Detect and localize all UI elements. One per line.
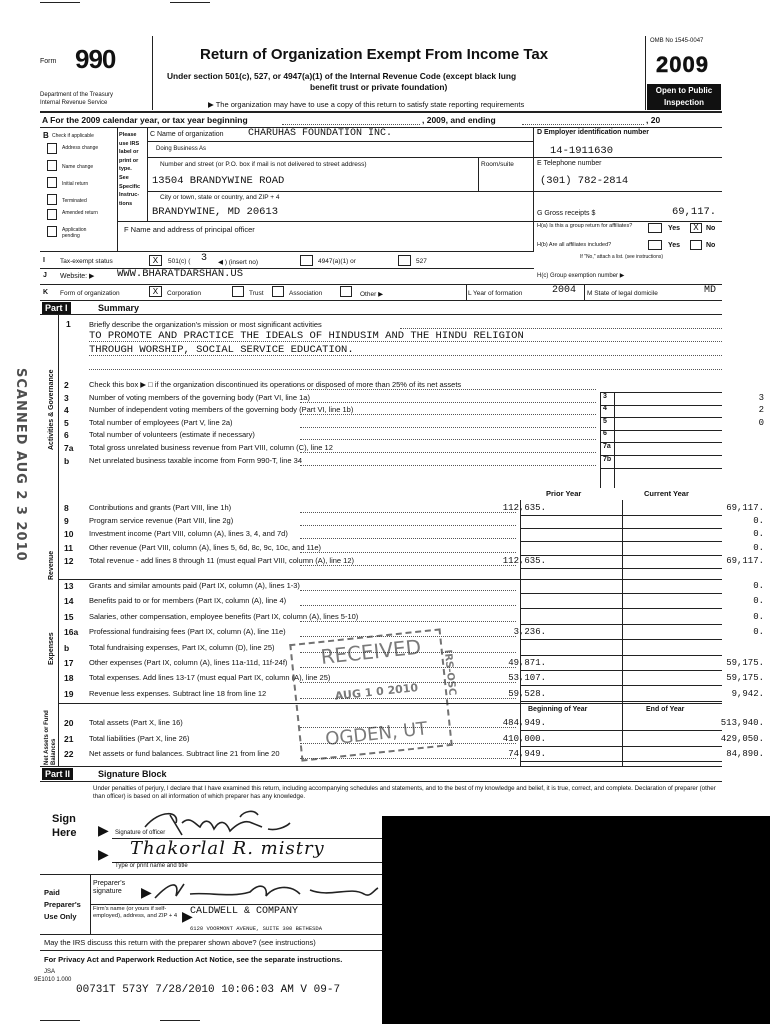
- other-checkbox[interactable]: [340, 286, 352, 297]
- footer-timestamp: 00731T 573Y 7/28/2010 10:06:03 AM V 09-7: [76, 984, 341, 996]
- row-number: 8: [64, 503, 69, 513]
- 501c-end-label: ◀ ) (insert no): [218, 259, 259, 266]
- sign-arrow-icon: ▶: [98, 822, 109, 838]
- ha-no-label: No: [706, 225, 716, 232]
- row-text: Other expenses (Part IX, column (A), lines 11a-11d, 11f-24f): [89, 658, 288, 667]
- current-value[interactable]: 0.: [753, 529, 764, 540]
- type-name-label: Type or print name and title: [115, 863, 188, 869]
- boy-header: Beginning of Year: [528, 706, 588, 713]
- name-change-checkbox[interactable]: [47, 160, 57, 171]
- street-label: Number and street (or P.O. box if mail is not delivered to street address): [160, 161, 367, 168]
- row-text: Benefits paid to or for members (Part IX, column (A), line 4): [89, 596, 287, 606]
- org-name[interactable]: CHARUHAS FOUNDATION INC.: [248, 128, 393, 139]
- redaction-block: [382, 816, 770, 1024]
- row-code: 4: [603, 405, 607, 413]
- leader-dots: [300, 402, 596, 403]
- hb-no-label: No: [706, 242, 716, 249]
- sign-text: Sign: [52, 813, 76, 825]
- ha-yes-label: Yes: [668, 225, 681, 232]
- received-date: AUG 1 0 2010: [334, 681, 419, 703]
- prior-value[interactable]: 484,949.: [502, 718, 546, 728]
- ein-value[interactable]: 14-1911630: [550, 145, 614, 157]
- leader-dots: [300, 414, 596, 415]
- row-number: 21: [64, 733, 74, 744]
- prior-value[interactable]: 410,000.: [502, 733, 546, 744]
- row-number: 5: [64, 417, 69, 428]
- row-number: b: [64, 642, 70, 653]
- year-formation-label: L Year of formation: [468, 290, 523, 297]
- please-4: type.: [119, 166, 132, 173]
- please-8: tions: [119, 200, 133, 207]
- row-rule: [520, 655, 722, 656]
- city-label: City or town, state or country, and ZIP + 4: [160, 194, 280, 201]
- current-value[interactable]: 0.: [753, 611, 764, 622]
- row-number: 20: [64, 718, 74, 728]
- row-rule: [520, 593, 722, 594]
- row-rule: [520, 685, 722, 686]
- b-item-terminated: Terminated: [62, 198, 87, 204]
- hb-note: If "No," attach a list. (see instructions): [580, 254, 664, 260]
- b-item-initial: Initial return: [62, 181, 89, 187]
- gov-code-divider: [600, 392, 601, 488]
- leader-dots: [300, 389, 596, 390]
- name-arrow-icon: ▶: [98, 846, 109, 862]
- row-number: 19: [64, 688, 74, 699]
- ha-yes-checkbox[interactable]: [648, 223, 662, 233]
- current-value[interactable]: 0.: [753, 596, 764, 607]
- line1-text: Briefly describe the organization's mission or most significant activities: [89, 320, 322, 329]
- current-value[interactable]: 0.: [753, 627, 764, 638]
- current-value[interactable]: 9,942.: [731, 688, 764, 699]
- please-3: print or: [119, 157, 139, 164]
- mission-line2[interactable]: THROUGH WORSHIP, SOCIAL SERVICE EDUCATION.: [89, 344, 354, 356]
- row-text: Grants and similar amounts paid (Part IX, column (A), lines 1-3): [89, 581, 300, 590]
- here-text: Here: [52, 827, 77, 839]
- telephone-label: E Telephone number: [537, 160, 602, 167]
- please-1: use IRS: [119, 140, 140, 147]
- current-value[interactable]: 59,175.: [726, 673, 764, 684]
- row-text: Total revenue - add lines 8 through 11 (must equal Part VIII, column (A), line 12): [89, 555, 354, 565]
- row-number: 3: [64, 392, 69, 403]
- current-value[interactable]: 429,050.: [720, 733, 764, 744]
- received-stamp: [289, 628, 458, 761]
- prior-value[interactable]: 59,528.: [508, 688, 546, 699]
- gov-value-divider: [614, 392, 615, 488]
- summary-row-8: [0, 503, 770, 515]
- current-value[interactable]: 69,117.: [726, 503, 764, 513]
- prior-year-header: Prior Year: [546, 489, 582, 498]
- row-text: Professional fundraising fees (Part IX, column (A), line 11e): [89, 627, 286, 637]
- side-net-label: Net Assets or Fund Balances: [44, 710, 57, 765]
- form-number: 990: [75, 44, 116, 74]
- line-a-mid: , 2009, and ending: [422, 115, 496, 125]
- row-value[interactable]: 3: [758, 392, 764, 403]
- summary-row-13: [0, 581, 770, 593]
- amended-return-checkbox[interactable]: [47, 209, 57, 220]
- current-value[interactable]: 59,175.: [726, 658, 764, 668]
- prior-value[interactable]: 112,635.: [502, 555, 546, 566]
- irs-label: Internal Revenue Service: [40, 100, 108, 106]
- ein-label: D Employer identification number: [537, 129, 650, 136]
- current-value[interactable]: 84,890.: [726, 749, 764, 759]
- corporation-checkbox[interactable]: X: [149, 286, 162, 297]
- row-code: 5: [603, 417, 607, 425]
- association-checkbox[interactable]: [272, 286, 284, 297]
- city-state-zip[interactable]: BRANDYWINE, MD 20613: [152, 206, 279, 218]
- privacy-notice: For Privacy Act and Paperwork Reduction Act Notice, see the separate instructions.: [44, 955, 343, 964]
- street-address[interactable]: 13504 BRANDYWINE ROAD: [152, 175, 285, 187]
- form-subtitle-1: Under section 501(c), 527, or 4947(a)(1) of the Internal Revenue Code (except black lung: [167, 71, 517, 81]
- 4947-checkbox[interactable]: [300, 255, 313, 266]
- website-text: Website:: [60, 273, 88, 280]
- leader-dots: [300, 538, 516, 539]
- row-rule: [520, 701, 722, 702]
- b-item-amended: Amended return: [62, 210, 98, 216]
- 501c-label: 501(c) (: [168, 258, 191, 265]
- row-number: b: [64, 455, 70, 466]
- prior-value[interactable]: 53,107.: [508, 673, 546, 684]
- expense-net-divider: [58, 703, 722, 704]
- year-formation-value[interactable]: 2004: [552, 285, 577, 296]
- corporation-label: Corporation: [167, 290, 201, 297]
- summary-row-12: [0, 556, 770, 568]
- ha-no-checkbox[interactable]: X: [690, 223, 702, 233]
- please-6: Specific: [119, 183, 141, 190]
- other-label: Other ▶: [360, 291, 384, 298]
- check-if-label: Check if applicable: [52, 133, 94, 139]
- row-text: Net assets or fund balances. Subtract line 21 from line 20: [89, 749, 280, 758]
- row-value[interactable]: 0: [758, 417, 764, 428]
- hb-yes-checkbox[interactable]: [648, 240, 662, 250]
- part1-title: Summary: [98, 303, 140, 313]
- row-rule: [520, 730, 722, 731]
- current-value[interactable]: 0.: [753, 542, 764, 553]
- current-value[interactable]: 0.: [753, 581, 764, 591]
- revenue-expense-divider: [58, 579, 722, 580]
- initial-return-checkbox[interactable]: [47, 177, 57, 188]
- preparer-sig-label: Preparer's signature: [93, 880, 126, 895]
- row-text: Other revenue (Part VIII, column (A), lines 5, 6d, 8c, 9c, 10c, and 11e): [89, 542, 322, 552]
- irs-osc-text: IRS-OSC: [441, 649, 458, 696]
- 527-label: 527: [416, 258, 427, 265]
- row-number: 2: [64, 380, 69, 390]
- summary-row-7a: [0, 443, 770, 455]
- form-title: Return of Organization Exempt From Income Tax: [200, 46, 549, 63]
- row-code: 7b: [603, 455, 612, 463]
- summary-row-3: [0, 393, 770, 405]
- leader-dots: [300, 427, 596, 428]
- row-rule: [520, 608, 722, 609]
- form-label: Form: [40, 58, 57, 65]
- gross-receipts-value[interactable]: 69,117.: [672, 206, 717, 218]
- tax-exempt-label: Tax-exempt status: [60, 258, 113, 265]
- prior-value[interactable]: 112,635.: [502, 503, 546, 513]
- other-text: Other: [360, 291, 377, 298]
- preparer-signature: [150, 876, 380, 904]
- firm-name[interactable]: CALDWELL & COMPANY: [190, 906, 299, 917]
- 4947-label: 4947(a)(1) or: [318, 258, 356, 265]
- preparers-text: Preparer's: [44, 900, 81, 909]
- row-rule: [520, 761, 722, 762]
- row-text: Number of independent voting members of the governing body (Part VI, line 1b): [89, 405, 354, 415]
- summary-row-2: [0, 380, 770, 392]
- row-rule: [520, 568, 722, 569]
- room-label: Room/suite: [481, 161, 514, 168]
- line-a-end: , 20: [646, 115, 661, 125]
- prior-value[interactable]: 74,949.: [508, 749, 546, 759]
- open-public-label: Open to Public: [655, 86, 713, 95]
- jsa-label: JSA: [44, 969, 56, 975]
- row-text: Net unrelated business taxable income from Form 990-T, line 34: [89, 455, 303, 465]
- row-text: Revenue less expenses. Subtract line 18 from line 12: [89, 688, 267, 698]
- ogden-text: OGDEN, UT: [324, 718, 429, 750]
- state-domicile-value[interactable]: MD: [704, 285, 717, 296]
- trust-checkbox[interactable]: [232, 286, 244, 297]
- row-text: Total assets (Part X, line 16): [89, 718, 183, 727]
- tax-year: 2009: [656, 52, 709, 77]
- 527-checkbox[interactable]: [398, 255, 411, 266]
- leader-dots: [300, 590, 516, 591]
- row-text: Salaries, other compensation, employee benefits (Part IX, column (A), lines 5-10): [89, 611, 359, 621]
- hb-yes-label: Yes: [668, 242, 681, 249]
- terminated-checkbox[interactable]: [47, 194, 57, 205]
- row-text: Total expenses. Add lines 13-17 (must equal Part IX, column (A), line 25): [89, 673, 331, 683]
- received-text: RECEIVED: [319, 634, 423, 669]
- insert-no-label: ) (insert no): [224, 259, 259, 266]
- telephone-value[interactable]: (301) 782-2814: [540, 175, 629, 187]
- current-value[interactable]: 0.: [753, 516, 764, 527]
- row-text: Total number of employees (Part V, line 2a): [89, 417, 233, 427]
- paid-preparer-label: [44, 887, 81, 923]
- state-domicile-label: M State of legal domicile: [587, 290, 658, 297]
- row-text: Total gross unrelated business revenue from Part VIII, column (C), line 12: [89, 443, 333, 452]
- b-item-name: Name change: [62, 164, 94, 170]
- row-number: 16a: [64, 627, 79, 638]
- sig-officer-label: Signature of officer: [115, 830, 166, 836]
- 501c-number[interactable]: 3: [201, 253, 208, 264]
- row-rule: [520, 670, 722, 671]
- row-text: Number of voting members of the governing body (Part VI, line 1a): [89, 392, 310, 402]
- principal-officer-label: F Name and address of principal officer: [124, 225, 255, 234]
- please-print-label: [119, 131, 140, 208]
- row-code: 7a: [603, 443, 611, 450]
- row-number: 11: [64, 542, 73, 553]
- row-rule: [520, 624, 722, 625]
- hb-no-checkbox[interactable]: [690, 240, 702, 250]
- summary-row-4: [0, 405, 770, 417]
- row-number: 7a: [64, 443, 74, 453]
- row-text: Contributions and grants (Part VIII, line 1h): [89, 503, 232, 512]
- part2-label: Part II: [42, 768, 73, 780]
- current-value[interactable]: 513,940.: [720, 718, 764, 728]
- please-7: Instruc-: [119, 192, 140, 199]
- row-number: 18: [64, 673, 74, 684]
- current-year-header: Current Year: [644, 489, 689, 498]
- row-text: Total fundraising expenses, Part IX, column (D), line 25): [89, 642, 275, 652]
- row-text: Program service revenue (Part VIII, line 2g): [89, 516, 234, 526]
- penalty-statement: Under penalties of perjury, I declare that I have examined this return, including accompanying schedules and statements, and to the best of my knowledge and belief, it is true, correct, and complete. Declaration of preparer (other than officer) is based on all information of which preparer has any knowledge.: [93, 785, 716, 800]
- leader-dots: [300, 452, 596, 453]
- summary-row-15: [0, 612, 770, 624]
- row-number: 12: [64, 555, 74, 566]
- row-number: 10: [64, 529, 74, 540]
- firm-address[interactable]: 6120 VOORMONT AVENUE, SUITE 300 BETHESDA: [190, 925, 323, 932]
- leader-dots: [300, 525, 516, 526]
- open-public-badge: [647, 84, 721, 110]
- scanned-stamp: SCANNED AUG 2 3 2010: [13, 368, 28, 562]
- summary-row-9: [0, 516, 770, 528]
- paid-text: Paid: [44, 888, 60, 897]
- line-a-label: A For the 2009 calendar year, or tax year beginning: [42, 115, 248, 125]
- prior-value[interactable]: 49,871.: [508, 658, 546, 668]
- summary-row-14: [0, 596, 770, 608]
- line1-number: 1: [66, 319, 71, 329]
- row-text: Total liabilities (Part X, line 26): [89, 733, 190, 743]
- sign-here-label: [52, 812, 76, 840]
- please-2: label or: [119, 149, 139, 156]
- ha-label: H(a) Is this a group return for affiliates?: [537, 223, 633, 229]
- line-i-label: I: [43, 257, 45, 264]
- line-k-label: K: [43, 289, 49, 296]
- side-exp-label: Expenses: [48, 632, 55, 665]
- line-b-label: B: [43, 131, 49, 140]
- firm-label: Firm's name (or yours if self-employed), address, and ZIP + 4: [93, 906, 178, 919]
- row-rule: [600, 468, 722, 469]
- row-number: 6: [64, 430, 69, 441]
- form-code: 9E1010 1.000: [34, 977, 72, 983]
- dept-label: Department of the Treasury: [40, 92, 114, 98]
- gross-receipts-label: G Gross receipts $: [537, 210, 596, 217]
- row-code: 6: [603, 430, 607, 438]
- row-number: 9: [64, 516, 69, 527]
- prep-arrow-icon: ▶: [141, 884, 152, 900]
- b-item-address: Address change: [62, 145, 99, 151]
- current-value[interactable]: 69,117.: [726, 555, 764, 566]
- notice-text: ▶ The organization may have to use a copy of this return to satisfy state reporting requirements: [208, 100, 525, 109]
- form-subtitle-2: benefit trust or private foundation): [310, 82, 448, 92]
- leader-dots: [300, 552, 516, 553]
- row-text: Investment income (Part VIII, column (A), lines 3, 4, and 7d): [89, 529, 288, 539]
- row-number: 13: [64, 581, 74, 591]
- row-number: 15: [64, 611, 74, 622]
- row-text: Total number of volunteers (estimate if necessary): [89, 430, 255, 440]
- row-number: 22: [64, 749, 74, 759]
- prior-value[interactable]: 3,236.: [513, 627, 546, 638]
- row-number: 14: [64, 596, 74, 607]
- line-j-label: J: [43, 272, 47, 279]
- summary-row-10: [0, 529, 770, 541]
- leader-dots: [300, 605, 516, 606]
- part2-title: Signature Block: [98, 769, 167, 779]
- inspection-label: Inspection: [663, 98, 704, 107]
- omb-number: OMB No 1545-0047: [650, 38, 704, 44]
- leader-dots: [300, 439, 596, 440]
- form-of-org-label: Form of organization: [60, 290, 120, 297]
- leader-dots: [300, 621, 516, 622]
- may-discuss-text: May the IRS discuss this return with the preparer shown above? (see instructions): [44, 938, 316, 947]
- eoy-header: End of Year: [646, 706, 685, 713]
- please-5: See: [119, 174, 129, 181]
- side-gov-label: Activities & Governance: [48, 369, 55, 450]
- row-rule: [520, 746, 722, 747]
- trust-label: Trust: [249, 290, 264, 297]
- row-number: 17: [64, 658, 74, 668]
- b-item-application: Application pending: [62, 227, 87, 239]
- website-label: Website: ▶: [60, 273, 95, 280]
- leader-dots: [300, 465, 596, 466]
- row-value[interactable]: 2: [758, 405, 764, 416]
- row-rule: [520, 639, 722, 640]
- summary-row-b: [0, 456, 770, 468]
- dba-label: Doing Business As: [156, 146, 207, 152]
- part1-label: Part I: [42, 302, 71, 314]
- firm-arrow-icon: ▶: [182, 908, 193, 924]
- website-value[interactable]: WWW.BHARATDARSHAN.US: [117, 268, 244, 280]
- officer-name[interactable]: Thakorlal R. mistry: [130, 838, 325, 859]
- hb-label: H(b) Are all affiliates included?: [537, 242, 612, 248]
- row-code: 3: [603, 392, 607, 400]
- hc-label: H(c) Group exemption number: [537, 273, 619, 279]
- row-text: Check this box ▶ □ if the organization discontinued its operations or disposed of more than 25% of its net assets: [89, 380, 462, 389]
- mission-line1[interactable]: TO PROMOTE AND PRACTICE THE IDEALS OF HINDUSIM AND THE HINDU RELIGION: [89, 330, 524, 342]
- association-label: Association: [289, 290, 323, 297]
- address-change-checkbox[interactable]: [47, 143, 57, 154]
- 501c-checkbox[interactable]: X: [149, 255, 162, 266]
- please-0: Please: [119, 132, 137, 138]
- summary-row-11: [0, 543, 770, 555]
- side-rev-label: Revenue: [48, 550, 55, 580]
- summary-row-6: [0, 430, 770, 442]
- org-name-label: C Name of organization: [150, 131, 224, 138]
- row-number: 4: [64, 405, 69, 416]
- application-pending-checkbox[interactable]: [47, 226, 57, 237]
- summary-row-5: [0, 418, 770, 430]
- group-exemption-label: H(c) Group exemption number ▶: [537, 273, 625, 279]
- use-only-text: Use Only: [44, 912, 77, 921]
- notice-label: The organization may have to use a copy of this return to satisfy state reporting requirements: [215, 100, 525, 109]
